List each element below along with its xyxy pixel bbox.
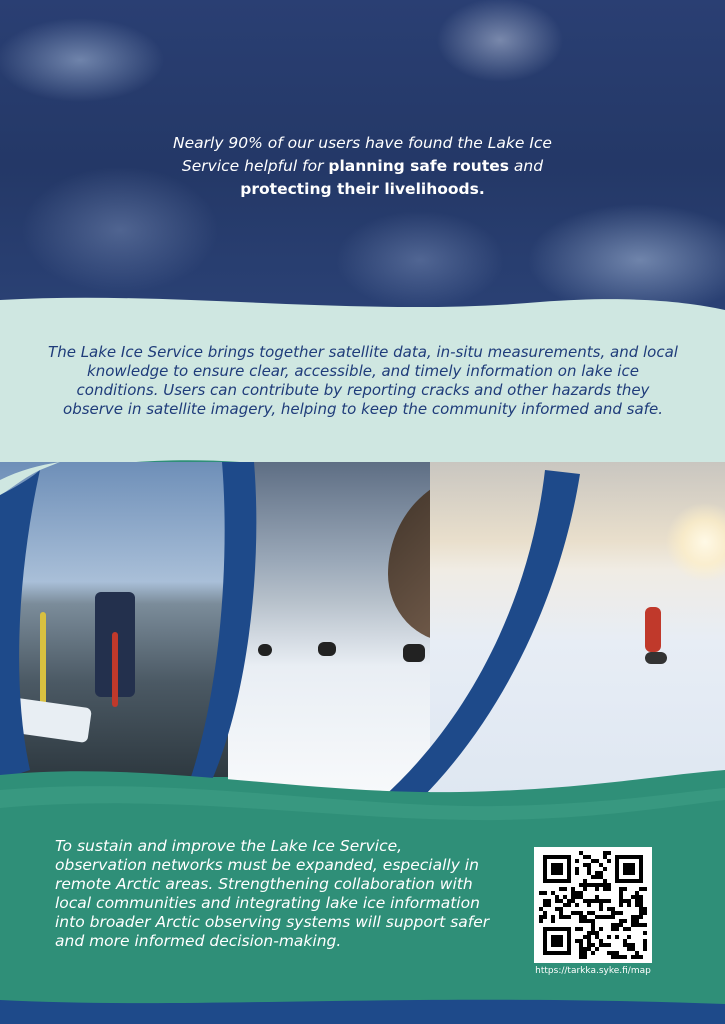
left-navy-curve: [0, 470, 40, 780]
stripe-2: [380, 470, 580, 800]
bottom-navy-wave: [0, 1000, 725, 1024]
hero-highlight-routes: planning safe routes: [328, 157, 509, 175]
qr-code[interactable]: [534, 847, 652, 963]
hero-line-2-suffix: and: [508, 157, 544, 175]
hero-line-2-prefix: Service helpful for: [181, 157, 329, 175]
qr-code-icon: [534, 847, 652, 963]
intro-paragraph: The Lake Ice Service brings together satellite data, in-situ measurements, and local knowledge to ensure clear, accessible, and timely information on lake ice conditions. Users can contribute by reporting cracks and other hazards they observe in satellite imagery, helping to keep the community informed and safe.: [48, 343, 678, 418]
outro-paragraph: To sustain and improve the Lake Ice Service, observation networks must be expanded, especially in remote Arctic areas. Strengthening collaboration with local communities and integrating lake ice information into broader Arctic observing systems will support safer and more informed decision-making.: [55, 837, 490, 950]
qr-url[interactable]: https://tarkka.syke.fi/map: [535, 966, 651, 976]
hero-line-1: Nearly 90% of our users have found the Lake Ice: [173, 134, 552, 152]
hero-highlight-livelihoods: protecting their livelihoods.: [240, 180, 485, 198]
stripe-1: [190, 462, 256, 780]
